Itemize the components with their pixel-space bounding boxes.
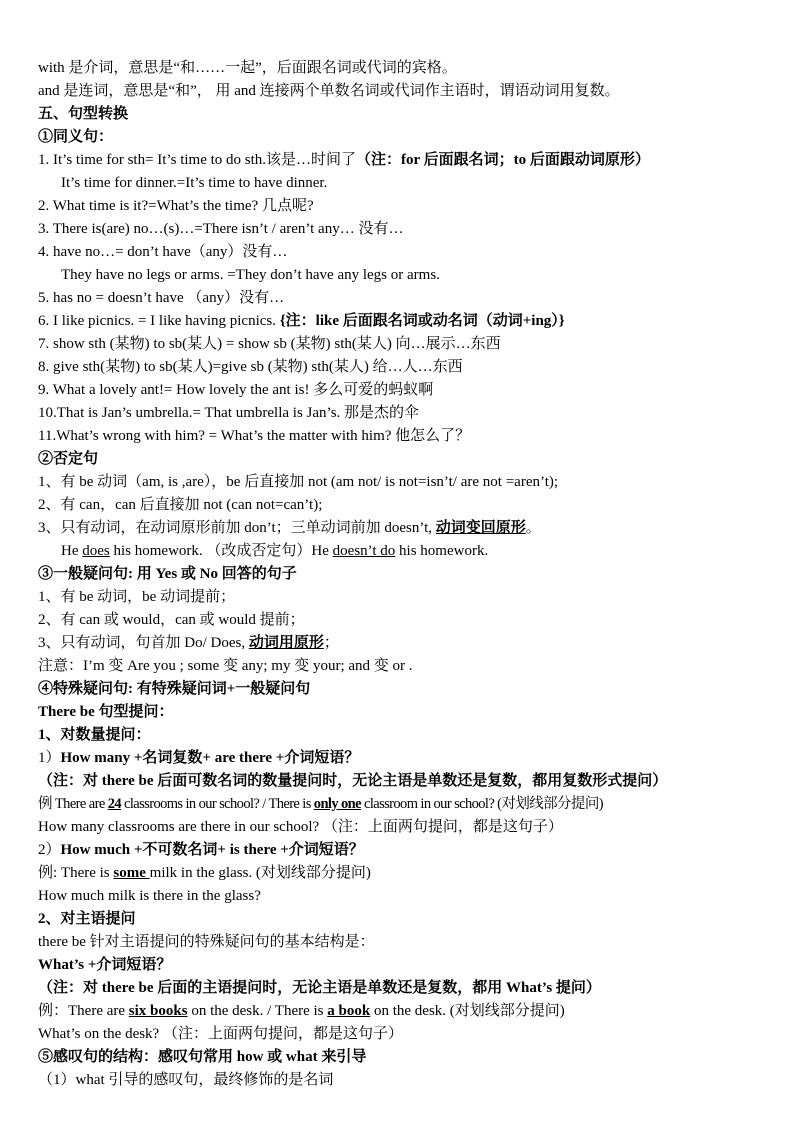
- example-line: [38, 1000, 773, 1023]
- heading-text: 有特殊疑问词+一般疑问句: [136, 681, 311, 697]
- underlined-text: 24: [107, 796, 121, 812]
- heading-text: ③一般疑问句:: [38, 566, 137, 582]
- example-line: How much milk is there in the glass?: [38, 888, 261, 904]
- underlined-text: only one: [313, 796, 361, 812]
- pattern-line: [38, 839, 773, 862]
- example-line: It’s time for dinner.=It’s time to have dinner.: [61, 175, 328, 191]
- list-item: 4. have no…= don’t have（any）没有…: [38, 244, 288, 260]
- list-item: 9. What a lovely ant!= How lovely the ant is! 多么可爱的蚂蚁啊: [38, 382, 434, 398]
- text-span: classrooms in our school? / There is: [121, 796, 314, 812]
- note-text: （注：for 后面跟名词；to 后面跟动词原形）: [356, 152, 650, 168]
- pattern-line: [38, 747, 773, 770]
- note-line: （注：对 there be 后面的主语提问时，无论主语是单数还是复数，都用 What’s 提问）: [38, 980, 601, 996]
- rule-line: 1、有 be 动词，be 动词提前；: [38, 589, 236, 605]
- rule-line: 2、有 can，can 后直接加 not (can not=can’t);: [38, 497, 323, 513]
- list-item: 11.What’s wrong with him? = What’s the matter with him? 他怎么了？: [38, 428, 471, 444]
- topic-heading: 2、对主语提问: [38, 911, 136, 927]
- text-line: with 是介词，意思是“和……一起”，后面跟名词或代词的宾格。: [38, 60, 457, 76]
- rule-line: [38, 632, 773, 655]
- example-line: [38, 862, 773, 885]
- underlined-text: does: [82, 543, 110, 559]
- list-item: 8. give sth(某物) to sb(某人)=give sb (某物) sth(某人) 给…人…东西: [38, 359, 463, 375]
- underlined-text: six books: [128, 1003, 188, 1019]
- text-span: on the desk. / There is: [187, 1003, 328, 1019]
- note-line: （注：对 there be 后面可数名词的数量提问时，无论主语是单数还是复数，都用复数形式提问）: [38, 773, 668, 789]
- note-text: {注：like 后面跟名词或动名词（动词+ing）}: [279, 313, 565, 329]
- text-span: milk in the glass. (对划线部分提问): [149, 865, 371, 881]
- text-span: 3、只有动词，句首加 Do/ Does,: [38, 635, 249, 651]
- underlined-text: doesn’t do: [332, 543, 396, 559]
- subsection-heading: ②否定句: [38, 451, 99, 467]
- list-item: [38, 149, 773, 172]
- subsection-heading: [38, 563, 773, 586]
- list-item: 7. show sth (某物) to sb(某人) = show sb (某物) sth(某人) 向…展示…东西: [38, 336, 501, 352]
- section-heading: 五、句型转换: [38, 106, 129, 122]
- text-span: He: [61, 543, 83, 559]
- pattern-text: How much +不可数名词+ is there +介词短语？: [60, 842, 364, 858]
- rule-line: 1、有 be 动词（am, is ,are），be 后直接加 not (am not/ is not=isn’t/ are not =aren’t);: [38, 474, 559, 490]
- text-span: ；: [323, 635, 339, 651]
- underlined-text: some: [113, 865, 150, 881]
- list-item: [38, 310, 773, 333]
- rule-line: [38, 517, 773, 540]
- list-item: 10.That is Jan’s umbrella.= That umbrella is Jan’s. 那是杰的伞: [38, 405, 420, 421]
- example-line: [38, 793, 773, 816]
- text-span: his homework.: [395, 543, 489, 559]
- list-item: 2. What time is it?=What’s the time? 几点呢?: [38, 198, 314, 214]
- text-span: 1）: [38, 750, 61, 766]
- example-line: They have no legs or arms. =They don’t have any legs or arms.: [61, 267, 440, 283]
- rule-line: 2、有 can 或 would，can 或 would 提前；: [38, 612, 305, 628]
- text-span: 例：There are: [38, 1003, 129, 1019]
- emphasis-text: 动词变回原形: [435, 520, 526, 536]
- text-line: there be 针对主语提问的特殊疑问句的基本结构是：: [38, 934, 375, 950]
- list-item: 5. has no = doesn’t have （any）没有…: [38, 290, 285, 306]
- text-span: 例: There is: [38, 865, 114, 881]
- heading-text: 用 Yes 或 No 回答的句子: [136, 566, 297, 582]
- text-span: 。: [525, 520, 541, 536]
- document-page: [38, 57, 773, 1092]
- example-line: What’s on the desk? （注：上面两句提问，都是这句子）: [38, 1026, 403, 1042]
- example-line: How many classrooms are there in our school? （注：上面两句提问，都是这句子）: [38, 819, 563, 835]
- text-span: his homework. （改成否定句）He: [109, 543, 333, 559]
- example-line: [38, 540, 773, 563]
- underlined-text: a book: [327, 1003, 371, 1019]
- text-line: and 是连词，意思是“和”， 用 and 连接两个单数名词或代词作主语时，谓语动词用复数。: [38, 83, 620, 99]
- text-span: 例 There are: [38, 796, 108, 812]
- heading-text: ④特殊疑问句:: [38, 681, 137, 697]
- list-item: 3. There is(are) no…(s)…=There isn’t / aren’t any… 没有…: [38, 221, 404, 237]
- note-line: 注意：I’m 变 Are you ; some 变 any; my 变 your; and 变 or .: [38, 658, 413, 674]
- text-span: 2）: [38, 842, 61, 858]
- text-span: on the desk. (对划线部分提问): [370, 1003, 565, 1019]
- text-span: classroom in our school? (对划线部分提问): [360, 796, 603, 812]
- emphasis-text: 动词用原形: [248, 635, 324, 651]
- text-line: （1）what 引导的感叹句，最终修饰的是名词: [38, 1072, 334, 1088]
- text-span: 6. I like picnics. = I like having picnics.: [38, 313, 280, 329]
- text-span: 1. It’s time for sth= It’s time to do sth.该是…时间了: [38, 152, 357, 168]
- subsection-heading: [38, 678, 773, 701]
- topic-heading: 1、对数量提问：: [38, 727, 151, 743]
- text-span: 3、只有动词，在动词原形前加 don’t；三单动词前加 doesn’t,: [38, 520, 436, 536]
- subsection-heading: ①同义句：: [38, 129, 114, 145]
- topic-heading: There be 句型提问：: [38, 704, 174, 720]
- pattern-text: How many +名词复数+ are there +介词短语？: [60, 750, 360, 766]
- subsection-heading: ⑤感叹句的结构：感叹句常用 how 或 what 来引导: [38, 1049, 367, 1065]
- pattern-line: What’s +介词短语？: [38, 957, 172, 973]
